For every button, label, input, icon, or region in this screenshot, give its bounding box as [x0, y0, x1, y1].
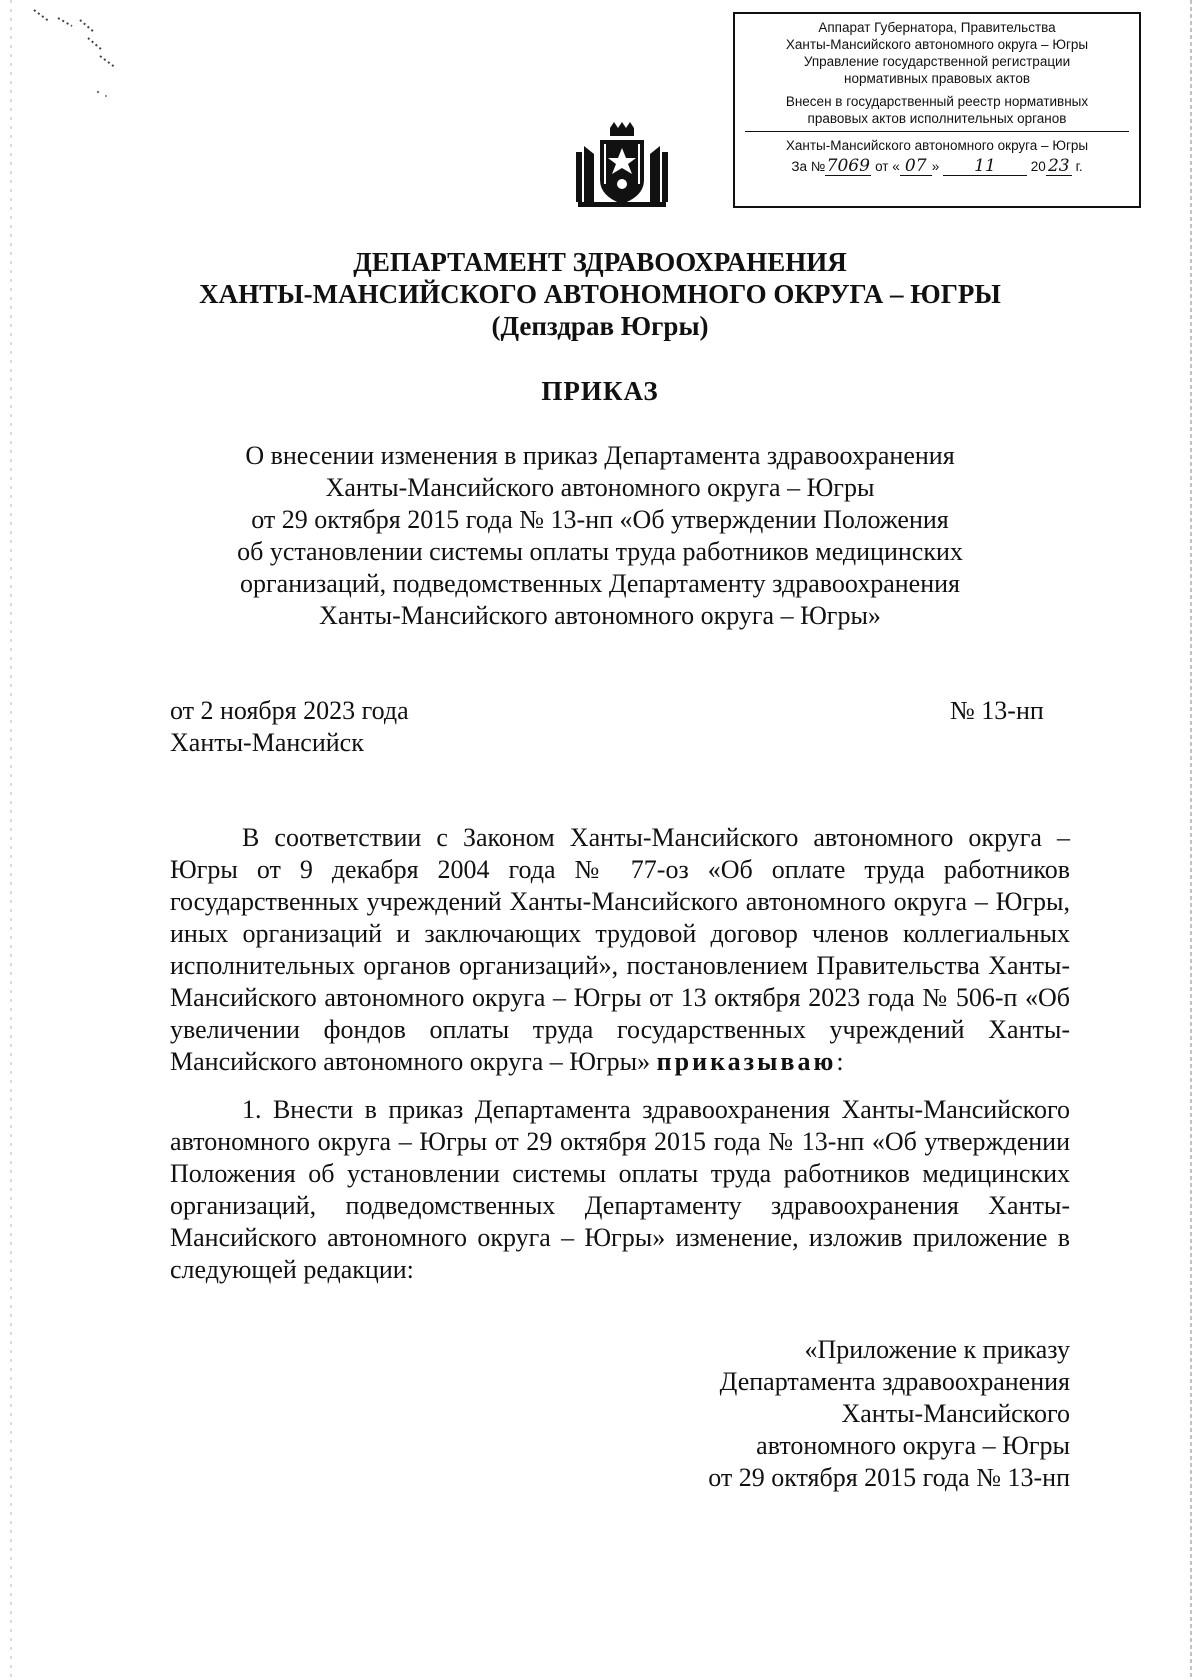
document-date-place: [170, 695, 409, 759]
subject-line: О внесении изменения в приказ Департамента здравоохранения: [245, 441, 955, 470]
document-type-title: ПРИКАЗ: [541, 376, 659, 406]
stamp-reg-year-suffix: г.: [1075, 159, 1083, 174]
department-header: [0, 246, 1200, 342]
subject-line: от 29 октября 2015 года № 13-нп «Об утверждении Положения: [251, 505, 949, 534]
stamp-reg-from: от «: [875, 159, 900, 174]
order-clause-1: 1. Внести в приказ Департамента здравоохранения Ханты-Мансийского автономного округа – Югры от 29 октября 2015 года № 13-нп «Об утверждении Положения об установлении системы оплаты труда работников медицинских организаций, подведомственных Департаменту здравоохранения Ханты-Мансийского автономного округа – Югры» изменение, изложив приложение в следующей редакции:: [170, 1095, 1070, 1284]
preamble-end: :: [836, 1047, 844, 1076]
stamp-reg-day: 07: [900, 158, 932, 176]
stamp-reg-month: 11: [943, 158, 1027, 176]
stamp-line: Аппарат Губернатора, Правительства: [818, 20, 1056, 35]
stamp-line: Ханты-Мансийского автономного округа – Югры: [785, 138, 1089, 153]
department-region: ХАНТЫ-МАНСИЙСКОГО АВТОНОМНОГО ОКРУГА – ЮГРЫ: [199, 279, 1001, 309]
preamble-text: В соответствии с Законом Ханты-Мансийского автономного округа – Югры от 9 декабря 2004 года № 77-оз «Об оплате труда работников государственных учреждений Ханты-Мансийского автономного округа – Югры, иных организаций и заключающих трудовой договор членов коллегиальных исполнительных органов организаций», постановлением Правительства Ханты-Мансийского автономного округа – Югры от 13 октября 2023 года № 506-п «Об увеличении фондов оплаты труда государственных учреждений Ханты-Мансийского автономного округа – Югры»: [170, 823, 1070, 1076]
appendix-line: Департамента здравоохранения: [719, 1367, 1070, 1396]
stamp-line: Ханты-Мансийского автономного округа – Югры: [785, 37, 1089, 52]
stamp-reg-number: 7069: [826, 156, 870, 176]
appendix-line: «Приложение к приказу: [804, 1335, 1070, 1364]
subject-line: Ханты-Мансийского автономного округа – Югры: [325, 473, 875, 502]
document-date: от 2 ноября 2023 года: [170, 696, 409, 725]
stamp-reg-year: 23: [1046, 158, 1072, 176]
appendix-line: автономного округа – Югры: [756, 1431, 1070, 1460]
appendix-line: Ханты-Мансийского: [841, 1399, 1070, 1428]
document-city: Ханты-Мансийск: [170, 728, 364, 757]
subject-line: Ханты-Мансийского автономного округа – Югры»: [319, 601, 881, 630]
stamp-line: правовых актов исполнительных органов: [807, 111, 1067, 126]
subject-line: об установлении системы оплаты труда работников медицинских: [237, 537, 963, 566]
coat-of-arms-icon: [574, 122, 670, 208]
department-short-name: (Депздрав Югры): [491, 311, 709, 341]
stamp-registration-line: [739, 158, 1135, 176]
subject-line: организаций, подведомственных Департаменту здравоохранения: [239, 569, 960, 598]
stamp-reg-prefix: За №: [791, 159, 826, 174]
order-command: приказываю: [656, 1047, 837, 1076]
appendix-line: от 29 октября 2015 года № 13-нп: [708, 1463, 1070, 1492]
document-number: № 13-нп: [950, 696, 1044, 725]
stamp-reg-quote: »: [931, 159, 940, 174]
stamp-divider: [745, 131, 1129, 132]
stamp-line: Внесен в государственный реестр нормативных: [785, 94, 1089, 109]
department-name: ДЕПАРТАМЕНТ ЗДРАВООХРАНЕНИЯ: [353, 247, 847, 277]
stamp-reg-year-prefix: 20: [1030, 159, 1046, 174]
stamp-line: Управление государственной регистрации: [803, 54, 1071, 69]
document-subject: [0, 440, 1200, 632]
stamp-line: нормативных правовых актов: [843, 71, 1031, 86]
registration-stamp: [733, 12, 1141, 208]
preamble-paragraph: [170, 822, 1070, 1078]
scan-speckles: [28, 4, 128, 100]
appendix-heading: [708, 1334, 1070, 1494]
